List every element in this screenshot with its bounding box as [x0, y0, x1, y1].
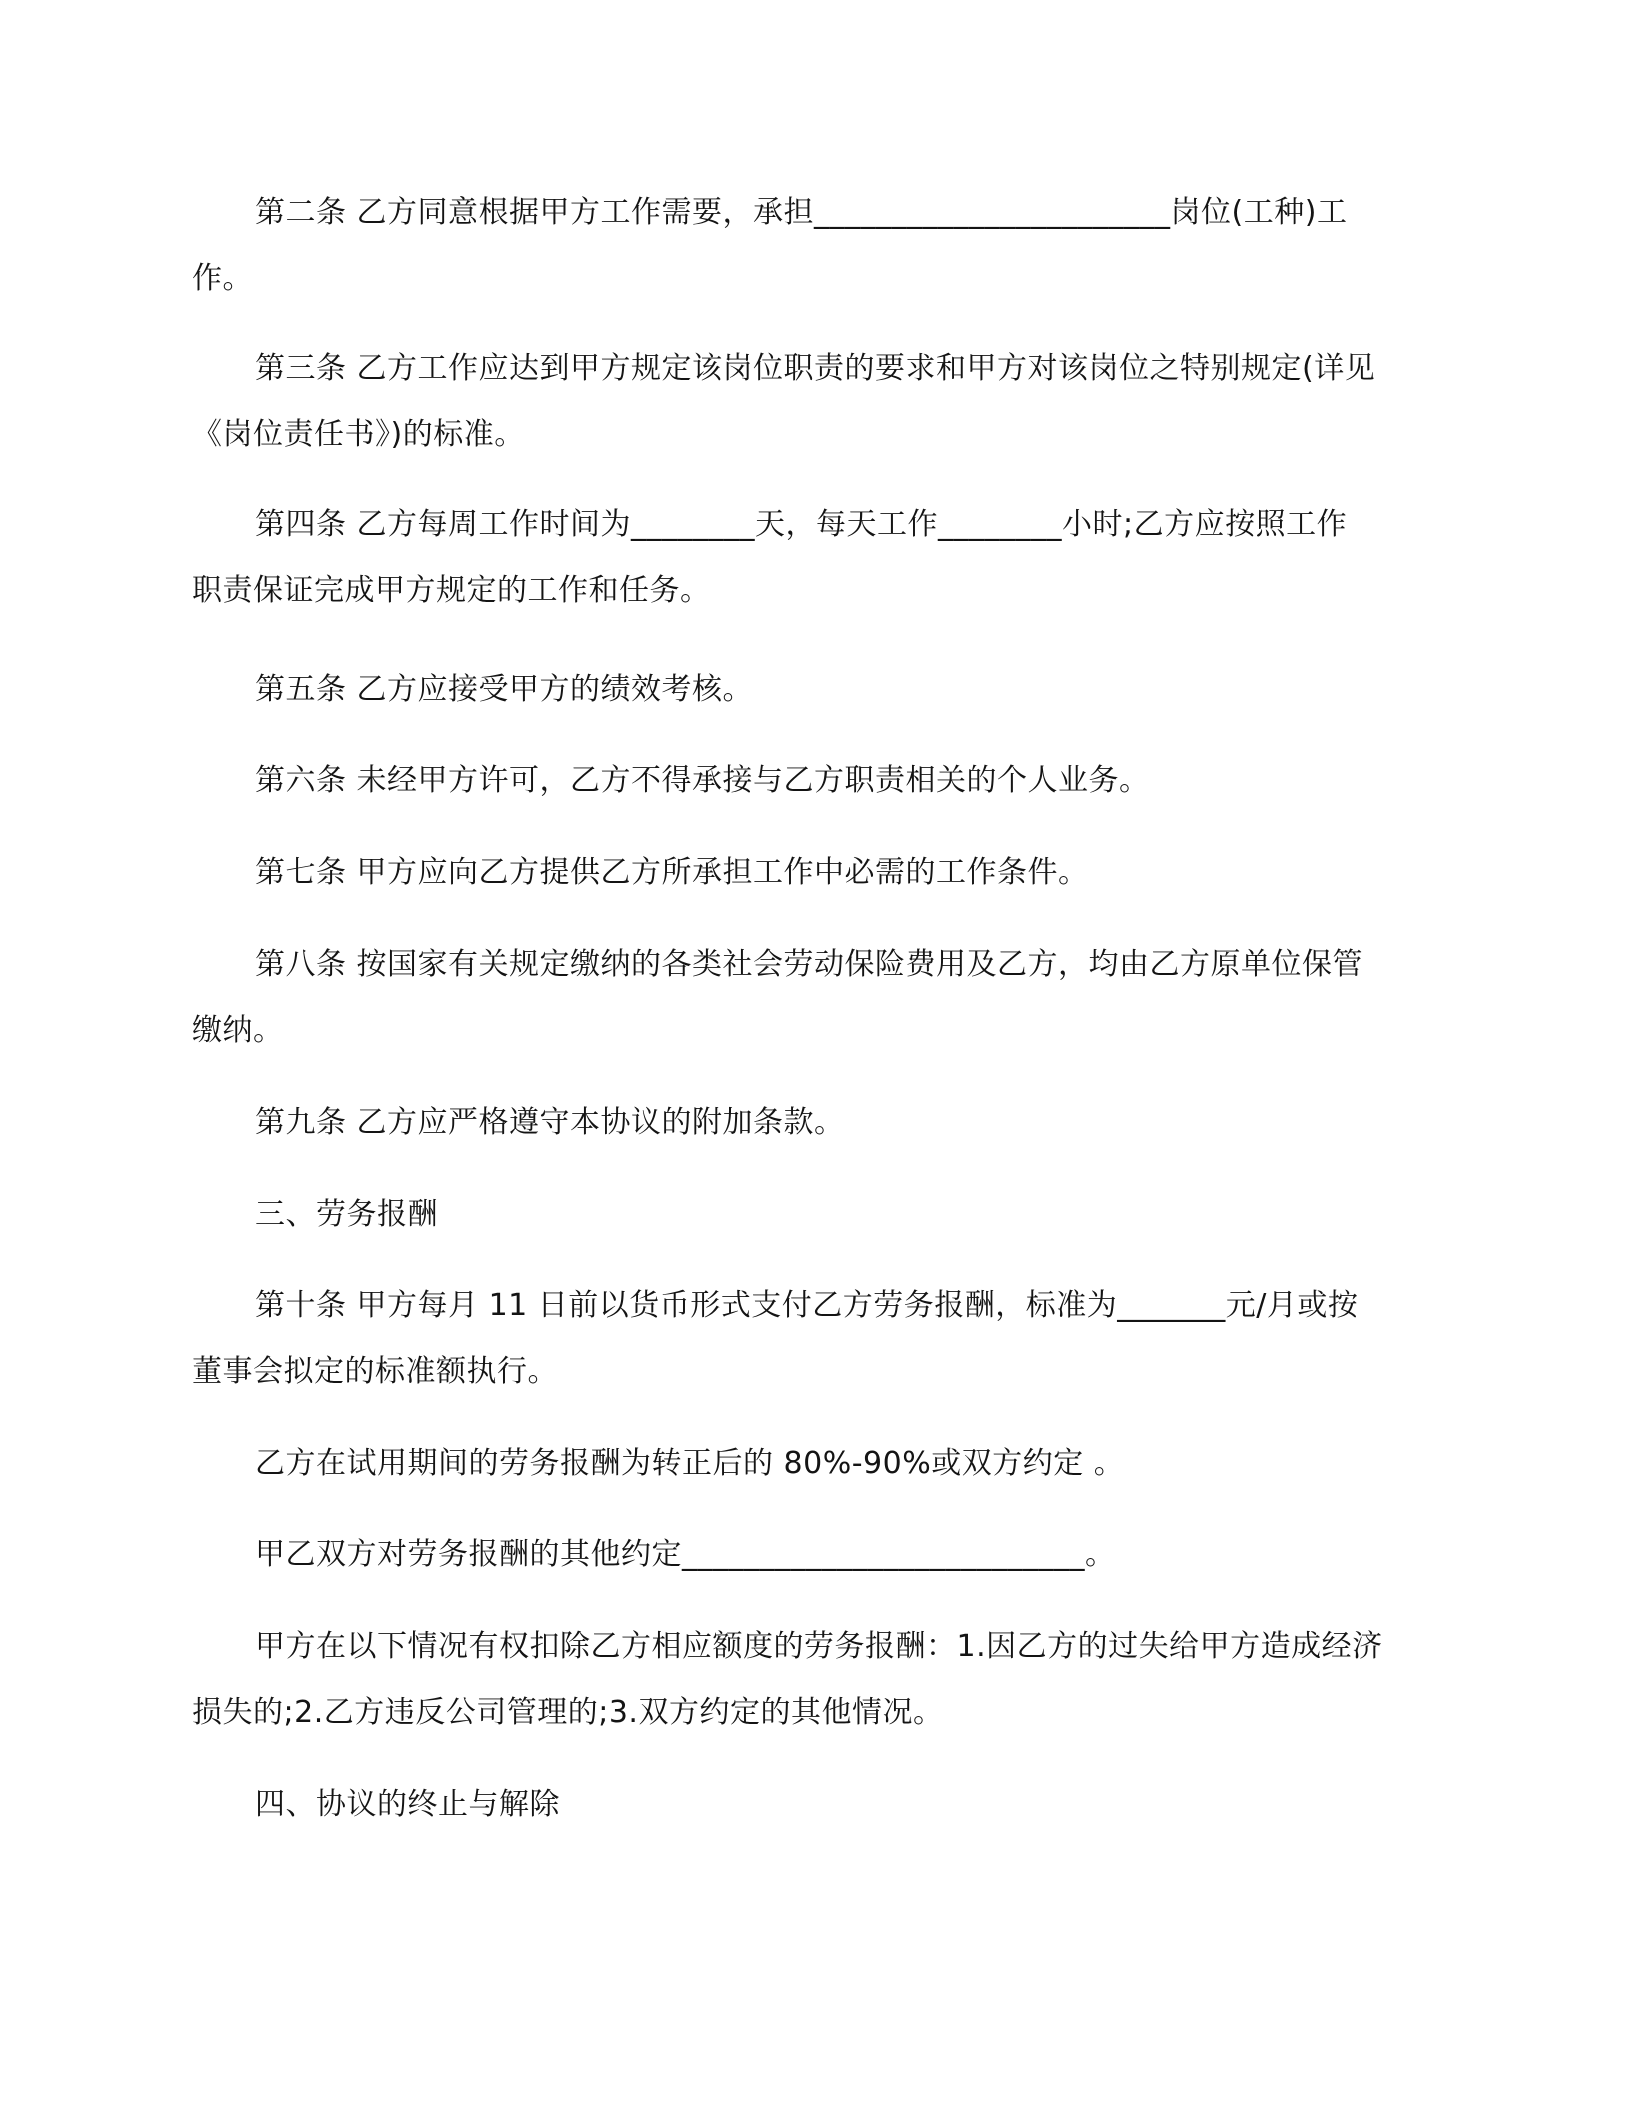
article-8-paragraph — [192, 932, 1432, 1064]
article-10-line-1: 第十条 甲方每月 11 日前以货币形式支付乙方劳务报酬，标准为_______元/月或按 — [255, 1288, 1359, 1323]
article-6-line-1: 第六条 未经甲方许可，乙方不得承接与乙方职责相关的个人业务。 — [255, 763, 1150, 798]
section-3-heading-text: 三、劳务报酬 — [255, 1197, 438, 1232]
article-4-line-2: 职责保证完成甲方规定的工作和任务。 — [192, 573, 711, 608]
other-agreement-paragraph — [192, 1522, 1432, 1588]
article-2-paragraph — [192, 180, 1432, 312]
article-4-paragraph — [192, 492, 1432, 624]
article-2-line-1: 第二条 乙方同意根据甲方工作需要，承担_______________________岗位(工种)工 — [255, 195, 1348, 230]
probation-pay-line-1: 乙方在试用期间的劳务报酬为转正后的 80%-90%或双方约定 。 — [255, 1446, 1125, 1481]
section-3-heading — [192, 1182, 1432, 1248]
article-9-paragraph — [192, 1090, 1432, 1156]
article-6-paragraph — [192, 748, 1432, 814]
article-2-line-2: 作。 — [192, 261, 253, 296]
article-4-line-1: 第四条 乙方每周工作时间为________天，每天工作________小时;乙方应按照工作 — [255, 507, 1348, 542]
article-10-line-2: 董事会拟定的标准额执行。 — [192, 1354, 558, 1389]
article-7-line-1: 第七条 甲方应向乙方提供乙方所承担工作中必需的工作条件。 — [255, 855, 1089, 890]
article-9-line-1: 第九条 乙方应严格遵守本协议的附加条款。 — [255, 1105, 845, 1140]
deductions-paragraph — [192, 1614, 1432, 1746]
article-10-paragraph — [192, 1273, 1432, 1405]
other-agreement-line-1: 甲乙双方对劳务报酬的其他约定__________________________。 — [255, 1537, 1116, 1572]
deductions-line-2: 损失的;2.乙方违反公司管理的;3.双方约定的其他情况。 — [192, 1695, 944, 1730]
deductions-line-1: 甲方在以下情况有权扣除乙方相应额度的劳务报酬：1.因乙方的过失给甲方造成经济 — [255, 1629, 1383, 1664]
section-4-heading-text: 四、协议的终止与解除 — [255, 1787, 560, 1822]
article-8-line-2: 缴纳。 — [192, 1013, 284, 1048]
article-7-paragraph — [192, 840, 1432, 906]
article-3-paragraph — [192, 336, 1432, 468]
section-4-heading — [192, 1772, 1432, 1838]
probation-pay-paragraph — [192, 1431, 1432, 1497]
article-5-paragraph — [192, 657, 1432, 723]
article-5-line-1: 第五条 乙方应接受甲方的绩效考核。 — [255, 672, 754, 707]
article-3-line-2: 《岗位责任书》)的标准。 — [192, 417, 525, 452]
article-8-line-1: 第八条 按国家有关规定缴纳的各类社会劳动保险费用及乙方，均由乙方原单位保管 — [255, 947, 1364, 982]
article-3-line-1: 第三条 乙方工作应达到甲方规定该岗位职责的要求和甲方对该岗位之特别规定(详见 — [255, 351, 1376, 386]
